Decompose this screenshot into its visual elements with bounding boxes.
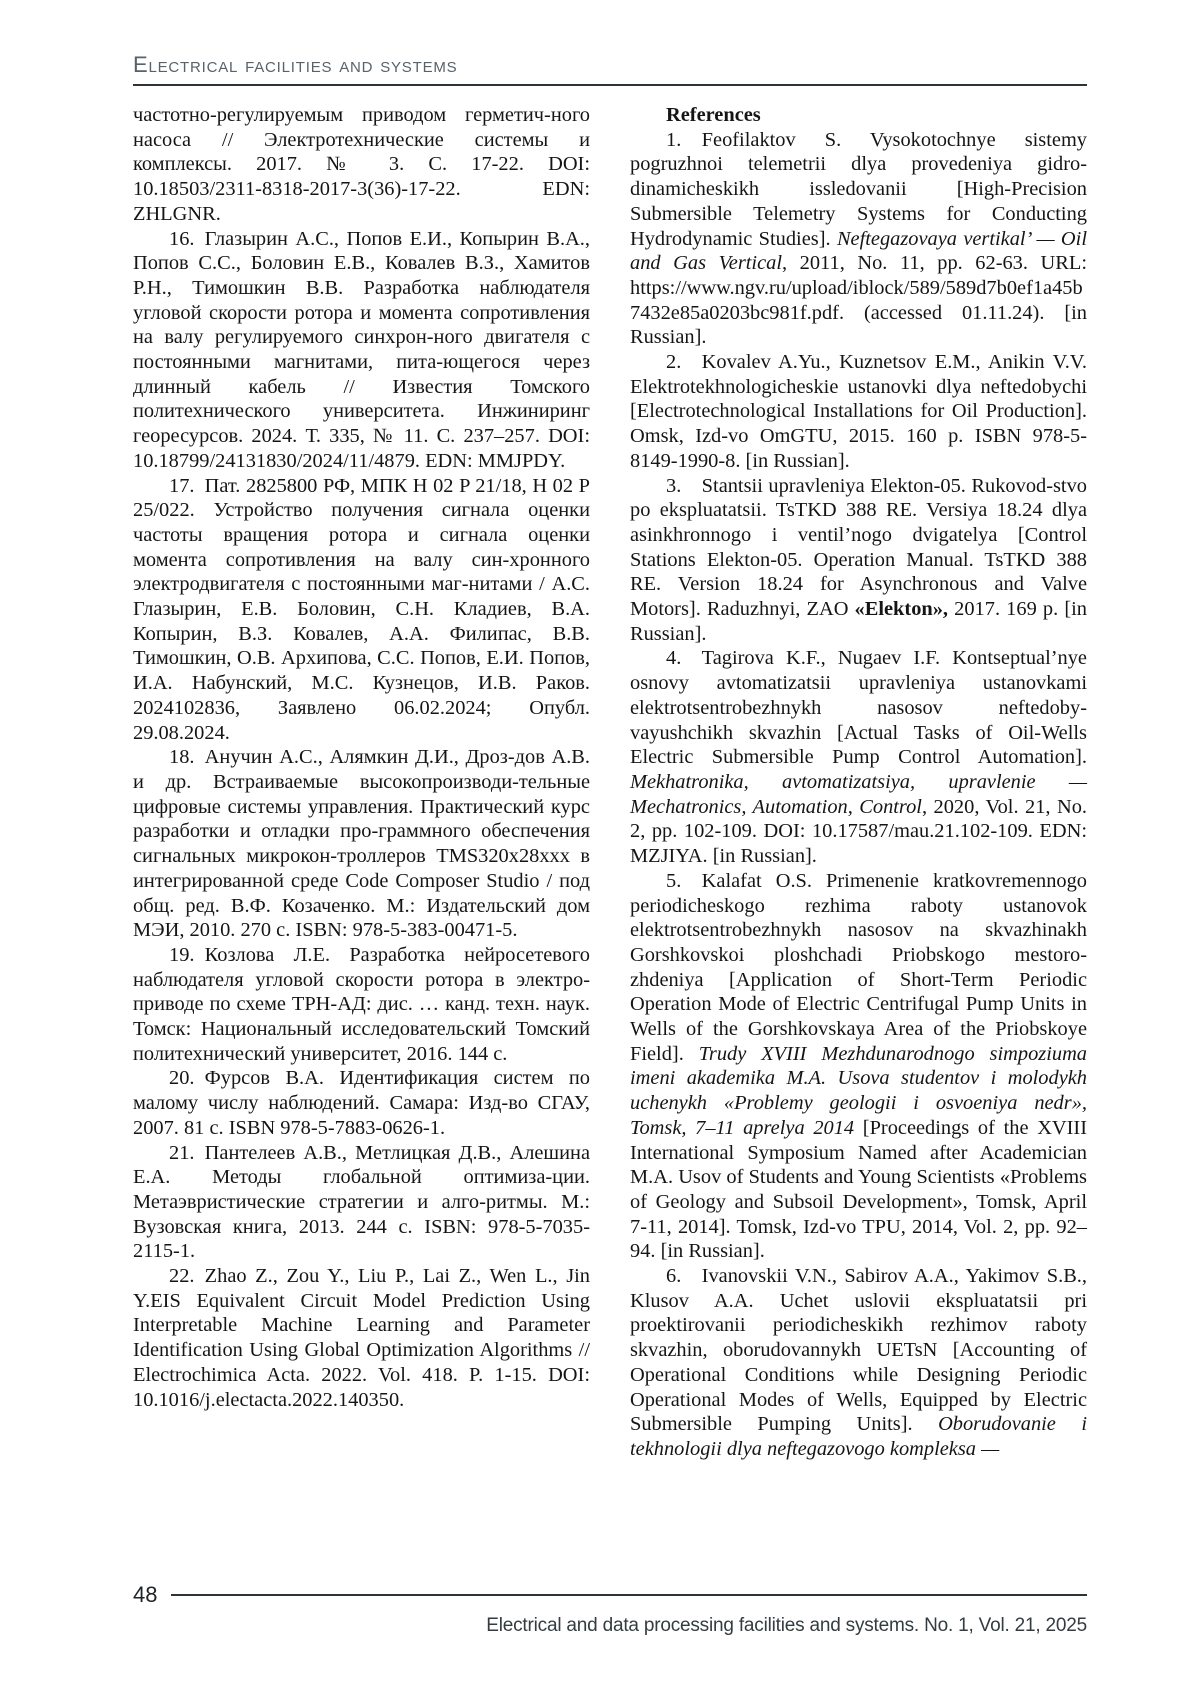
reference-text-segment: 17. Пат. 2825800 РФ, МПК H 02 P 21/18, H 02 P 25/022. Устройство получения сигнала оценки частоты вращения ротора и сигнала оценки момента сопротивления на валу син-хронного электродвигателя с постоянными маг-нитами / А.С. Глазырин, Е.В. Боловин, С.Н. Кладиев, В.А. Копырин, В.З. Ковалев, А.А. Филипас, В.В. Тимошкин, О.В. Архипова, С.С. Попов, Е.И. Попов, И.А. Набунский, М.С. Кузнецов, И.В. Раков. 2024102836, Заявлено 06.02.2024; Опубл. 29.08.2024. [133, 474, 590, 744]
reference-text-segment: 2017. 169 p. [in Russian]. [630, 598, 1087, 645]
reference-text-segment: 19. Козлова Л.Е. Разработка нейросетевого наблюдателя угловой скорости ротора в электро-приводе по схеме ТРН-АД: дис. … канд. техн. наук. Томск: Национальный исследовательский Томский политехнический университет, 2016. 144 с. [133, 943, 590, 1065]
right-column [630, 103, 1087, 1462]
reference-text-segment: 3. Stantsii upravleniya Elekton-05. Rukovod-stvo po ekspluatatsii. TsTKD 388 RE. Versiya 18.24 dlya asinkhronnogo i ventil’nogo dvigatelya [Control Stations Elekton-05. Operation Manual. TsTKD 388 RE. Version 18.24 for Asynchronous and Valve Motors]. Raduzhnyi, ZAO [630, 474, 1087, 621]
reference-item [630, 646, 1087, 868]
reference-text-segment: Oborudovanie i tekhnologii dlya neftegazovogo kompleksa — [630, 1413, 1087, 1460]
reference-text-segment: Neftegazovaya vertikal’ — Oil and Gas Vertical [630, 227, 1087, 275]
reference-item [133, 1066, 590, 1140]
reference-item [630, 128, 1087, 350]
reference-item [630, 1264, 1087, 1462]
reference-item [630, 350, 1087, 474]
reference-text-segment: «Elekton», [854, 598, 949, 621]
reference-text-segment: 22. Zhao Z., Zou Y., Liu P., Lai Z., Wen L., Jin Y.EIS Equivalent Circuit Model Prediction Using Interpretable Machine Learning and Parameter Identification Using Global Optimization Algorithms // Electrochimica Acta. 2022. Vol. 418. P. 1-15. DOI: 10.1016/j.electacta.2022.140350. [133, 1265, 590, 1411]
reference-item [630, 474, 1087, 647]
reference-text-segment: 2. Kovalev A.Yu., Kuznetsov E.M., Anikin V.V. Elektrotekhnologicheskie ustanovki dlya neftedobychi [Electrotechnological Installations for Oil Production]. Omsk, Izd-vo OmGTU, 2015. 160 p. ISBN 978-5-8149-1990-8. [in Russian]. [630, 351, 1087, 472]
reference-text-segment: Mekhatronika, avtomatizatsiya, upravlenie — Mechatronics, Automation, Control [630, 770, 1087, 818]
reference-item [133, 745, 590, 943]
reference-text-segment: 21. Пантелеев А.В., Метлицкая Д.В., Алешина Е.А. Методы глобальной оптимиза-ции. Метаэвристические стратегии и алго-ритмы. М.: Вузовская книга, 2013. 244 с. ISBN: 978-5-7035-2115-1. [133, 1141, 590, 1263]
reference-text-segment: 20. Фурсов В.А. Идентификация систем по малому числу наблюдений. Самара: Изд-во СГАУ, 2007. 81 с. ISBN 978-5-7883-0626-1. [133, 1067, 590, 1139]
reference-text-segment: 5. Kalafat O.S. Primenenie kratkovremennogo periodicheskogo rezhima raboty ustanovok elektrotsentrobezhnykh nasosov na skvazhinakh Gorshkovskoi ploshchadi Priobskogo mestoro-zhdeniya [Application of Short-Term Periodic Operation Mode of Electric Centrifugal Pump Units in Wells of the Gorshkovskaya Area of the Priobskoye Field]. [630, 869, 1087, 1065]
reference-text-segment: 18. Анучин А.С., Алямкин Д.И., Дроз-дов А.В. и др. Встраиваемые высокопроизводи-тельные цифровые системы управления. Практический курс разработки и отладки про-граммного обеспечения сигнальных микрокон-троллеров TMS320x28xxx в интегрированной среде Code Composer Studio / под общ. ред. В.Ф. Козаченко. М.: Издательский дом МЭИ, 2010. 270 с. ISBN: 978-5-383-00471-5. [133, 746, 590, 942]
reference-item [133, 1264, 590, 1412]
reference-item [133, 1141, 590, 1265]
page-number: 48 [133, 1582, 158, 1607]
page-content [133, 52, 1087, 1462]
reference-text-segment: 16. Глазырин А.С., Попов Е.И., Копырин В.А., Попов С.С., Боловин Е.В., Ковалев В.З., Хамитов Р.Н., Тимошкин В.В. Разработка наблюдателя угловой скорости ротора и момента сопротивления на валу регулируемого синхрон-ного двигателя с постоянными магнитами, пита-ющегося через длинный кабель // Известия Томского политехнического университета. Инжиниринг георесурсов. 2024. Т. 335, № 11. С. 237–257. DOI: 10.18799/24131830/2024/11/4879. EDN: MMJPDY. [133, 227, 590, 472]
reference-text-segment: частотно-регулируемым приводом герметич-ного насоса // Электротехнические системы и комплексы. 2017. № 3. С. 17-22. DOI: 10.18503/2311-8318-2017-3(36)-17-22. EDN: ZHLGNR. [133, 104, 590, 225]
reference-text-segment: [Proceedings of the XVIII International Symposium Named after Academician M.A. Usov of Students and Young Scientists «Problems of Geology and Subsoil Development», Tomsk, April 7-11, 2014]. Tomsk, Izd-vo TPU, 2014, Vol. 2, pp. 92–94. [in Russian]. [630, 1116, 1088, 1263]
journal-line: Electrical and data processing facilities and systems. No. 1, Vol. 21, 2025 [486, 1615, 1087, 1636]
reference-text-segment: 1. Feofilaktov S. Vysokotochnye sistemy pogruzhnoi telemetrii dlya provedeniya gidro-dinamicheskikh issledovanii [High-Precision Submersible Telemetry Systems for Conducting Hydrodynamic Studies]. [630, 128, 1087, 250]
reference-item [133, 103, 590, 227]
reference-columns [133, 103, 1087, 1462]
reference-item [133, 227, 590, 474]
reference-text-segment: , 2020, Vol. 21, No. 2, pp. 102-109. DOI: 10.17587/mau.21.102-109. EDN: MZJIYA. [in Russian]. [630, 795, 1087, 868]
footer-rule [171, 1594, 1087, 1596]
reference-text-segment: Trudy XVIII Mezhdunarodnogo simpoziuma imeni akademika M.A. Usova studentov i molodykh uchenykh «Problemy geologii i osvoeniya nedr», Tomsk, 7–11 aprelya 2014 [630, 1042, 1087, 1139]
left-column [133, 103, 590, 1462]
reference-item [133, 943, 590, 1067]
running-head: Electrical facilities and systems [133, 52, 1087, 86]
footer-rule-row [133, 1582, 1087, 1608]
reference-item [133, 474, 590, 746]
page-footer [133, 1582, 1087, 1637]
reference-text-segment: 6. Ivanovskii V.N., Sabirov A.A., Yakimov S.B., Klusov A.A. Uchet uslovii ekspluatatsii pri proektirovanii periodicheskikh rezhimov raboty skvazhin, oborudovannykh UETsN [Accounting of Operational Conditions while Designing Periodic Operational Modes of Wells, Equipped by Electric Submersible Pumping Units]. [630, 1265, 1087, 1436]
reference-text-segment: 4. Tagirova K.F., Nugaev I.F. Kontseptual’nye osnovy avtomatizatsii upravleniya ustanovkami elektrotsentrobezhnykh nasosov neftedoby-vayushchikh skvazhin [Actual Tasks of Oil-Wells Electric Submersible Pump Control Automation]. [630, 647, 1087, 769]
reference-text-segment: , 2011, No. 11, pp. 62-63. URL: https://www.ngv.ru/upload/iblock/589/589d7b0ef1a45b7432e85a0203bc981f.pdf. (accessed 01.11.24). [in Russian]. [630, 252, 1087, 349]
references-heading: References [666, 104, 761, 126]
reference-item [630, 869, 1087, 1264]
